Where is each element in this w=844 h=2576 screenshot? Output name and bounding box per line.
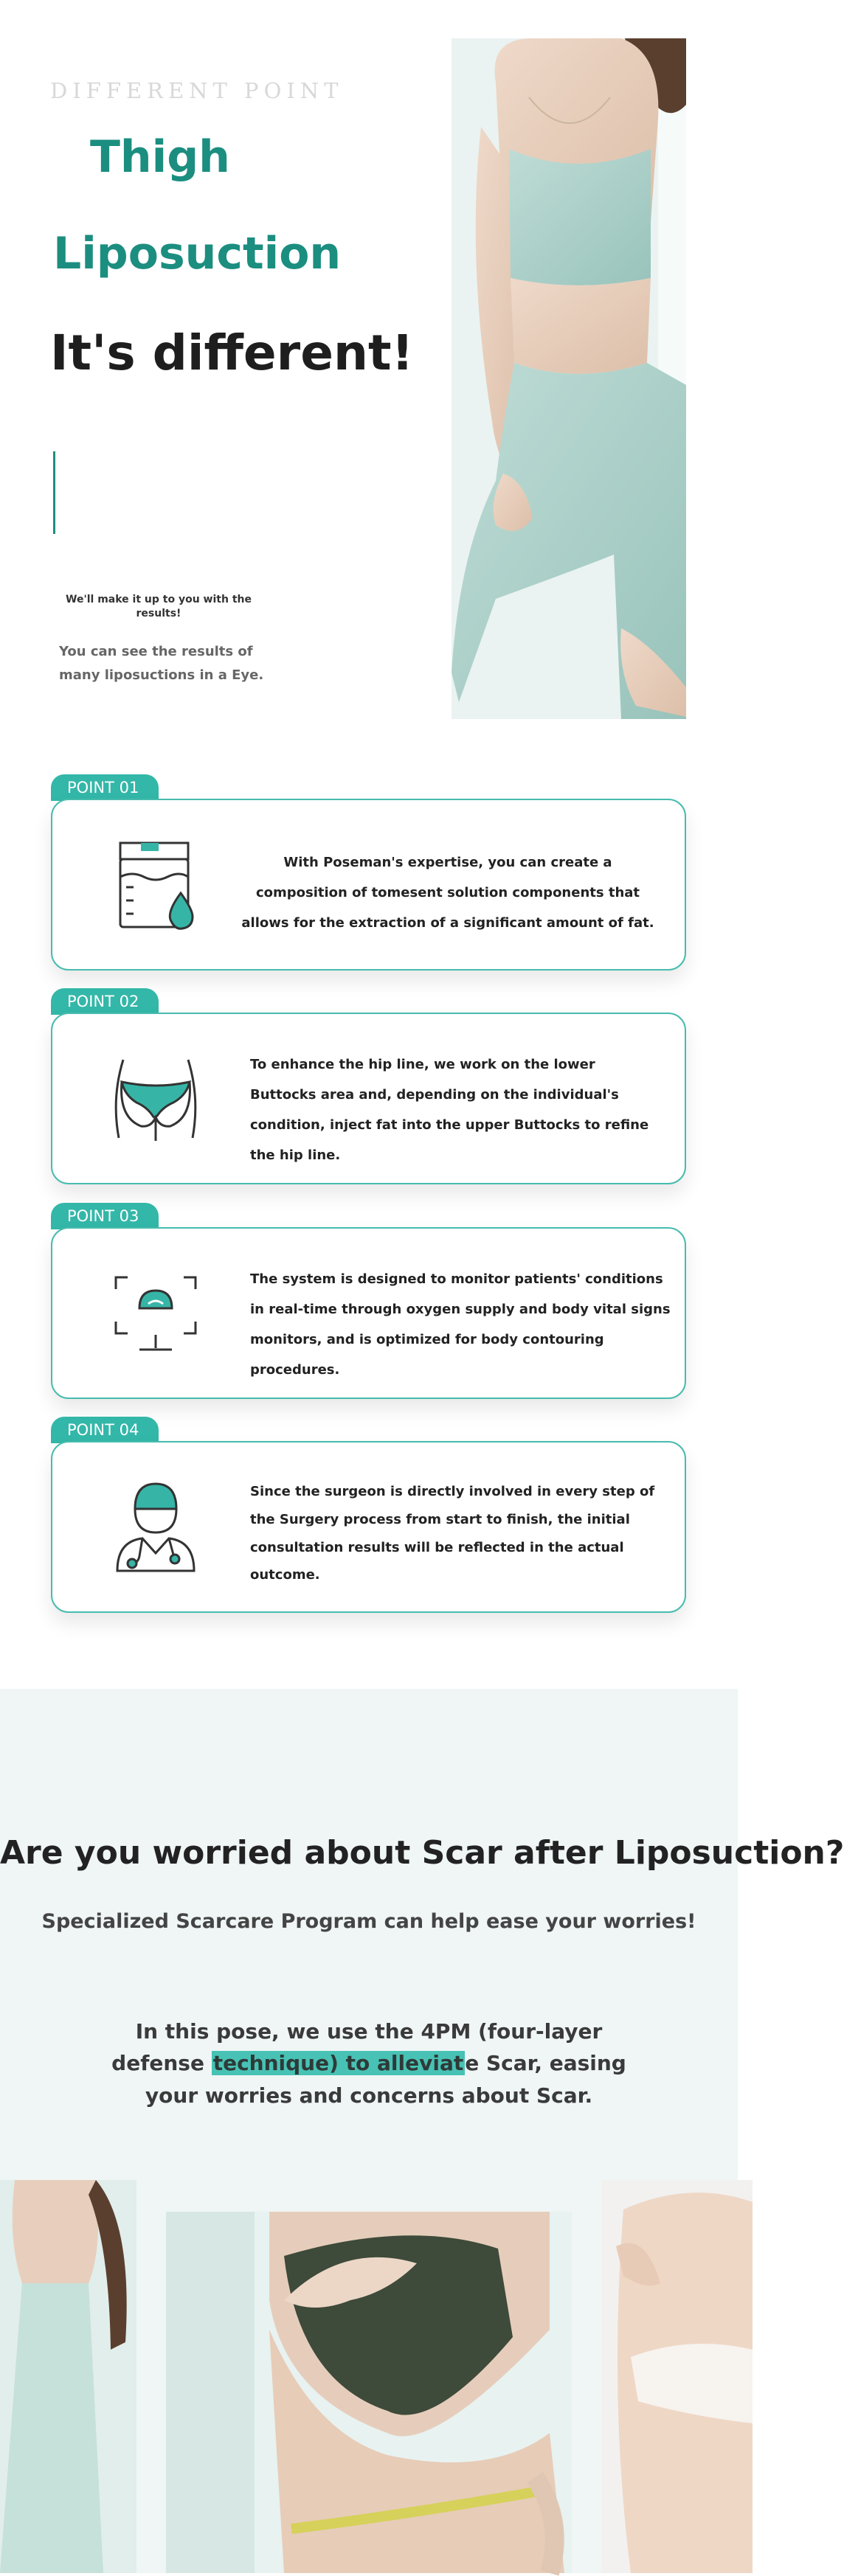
- hero-eyebrow: DIFFERENT POINT: [50, 78, 344, 103]
- point-01-tab: POINT 01: [51, 774, 159, 801]
- point-04-tab: POINT 04: [51, 1417, 159, 1443]
- point-02-text: To enhance the hip line, we work on the lower Buttocks area and, depending on the individual's condition, inject fat into the upper Buttocks to refine the hip line.: [250, 1057, 649, 1164]
- point-03-tab: POINT 03: [51, 1203, 159, 1229]
- monitor-icon: [110, 1268, 198, 1360]
- hero-title-different: It's different!: [50, 324, 414, 381]
- point-02-tab: POINT 02: [51, 988, 159, 1015]
- hero-title-liposuction: Liposuction: [53, 228, 342, 280]
- doctor-icon: [110, 1482, 198, 1574]
- scar-body-highlight: technique) to alleviat: [212, 2051, 464, 2076]
- hero-divider: [53, 451, 55, 534]
- point-01-card: [51, 799, 686, 971]
- point-02-card: [51, 1013, 686, 1184]
- hero-subtext: You can see the results of many liposuctions in a Eye.: [59, 644, 264, 683]
- hero-model-photo: [452, 38, 686, 719]
- point-01-text: With Poseman's expertise, you can create a composition of tomesent solution components that allows for the extraction of a significant amount of fat.: [241, 855, 654, 931]
- scar-body: [111, 2016, 627, 2111]
- container-drop-icon: [110, 840, 198, 931]
- point-03-text: The system is designed to monitor patients' conditions in real-time through oxygen supply and body vital signs monitors, and is optimized for body contouring procedures.: [250, 1271, 671, 1378]
- scar-body-part2: e Scar, easing your worries and concerns about Scar.: [145, 2051, 626, 2108]
- center-model-photo: [166, 2212, 572, 2573]
- buttocks-icon: [110, 1054, 198, 1145]
- hero-small-note: We'll make it up to you with the results!: [66, 594, 252, 619]
- left-model-photo: [0, 2180, 136, 2573]
- model-illustration: [452, 38, 686, 719]
- point-03-card: [51, 1227, 686, 1399]
- point-04-card: [51, 1441, 686, 1613]
- right-model-photo: [601, 2180, 753, 2573]
- scar-body-part1: In this pose, we use the 4PM (four-layer defense: [111, 2019, 603, 2076]
- scar-subtitle: Specialized Scarcare Program can help ease your worries!: [41, 1910, 696, 1933]
- scar-title: Are you worried about Scar after Liposuction?: [0, 1834, 844, 1872]
- hero-title-thigh: Thigh: [90, 131, 230, 183]
- point-04-text: Since the surgeon is directly involved in every step of the Surgery process from start to finish, the initial consultation results will be reflected in the actual outcome.: [250, 1484, 655, 1583]
